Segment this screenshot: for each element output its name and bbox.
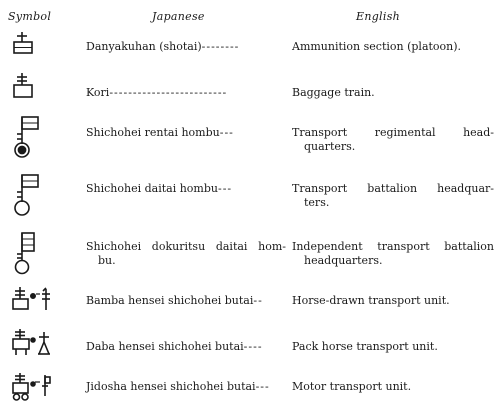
ammunition-section-symbol-icon [12, 30, 42, 58]
english-term: Motor transport unit. [292, 380, 412, 393]
horse-drawn-transport-unit-symbol-icon [12, 286, 56, 314]
column-header-japanese: Japanese [152, 10, 205, 23]
english-term: Pack horse transport unit. [292, 340, 438, 353]
english-term: Ammunition section (platoon). [292, 40, 462, 53]
japanese-term: Jidosha hensei shichohei butai--- [86, 380, 270, 393]
english-term: Baggage train. [292, 86, 375, 99]
japanese-term: Shichohei rentai hombu--- [86, 126, 234, 139]
column-header-english: English [356, 10, 401, 23]
japanese-term: Daba hensei shichohei butai---- [86, 340, 263, 353]
english-term: Independent transport battalion headquarters. [292, 240, 494, 267]
english-term: Transport regimental head- quarters. [292, 126, 494, 153]
japanese-term: Danyakuhan (shotai)-------- [86, 40, 240, 53]
transport-battalion-hq-symbol-icon [12, 172, 46, 218]
japanese-term: Bamba hensei shichohei butai-- [86, 294, 263, 307]
motor-transport-unit-symbol-icon [12, 372, 56, 404]
baggage-train-symbol-icon [12, 72, 42, 102]
transport-regimental-hq-symbol-icon [12, 114, 46, 160]
english-term: Horse-drawn transport unit. [292, 294, 450, 307]
japanese-term: Shichohei daitai hombu--- [86, 182, 233, 195]
japanese-term: Kori------------------------- [86, 86, 228, 99]
english-term: Transport battalion headquar- ters. [292, 182, 494, 209]
pack-horse-transport-unit-symbol-icon [12, 328, 56, 358]
independent-transport-battalion-hq-symbol-icon [12, 230, 46, 276]
column-header-symbol: Symbol [8, 10, 52, 23]
japanese-term: Shichohei dokuritsu daitai hom- bu. [86, 240, 286, 267]
